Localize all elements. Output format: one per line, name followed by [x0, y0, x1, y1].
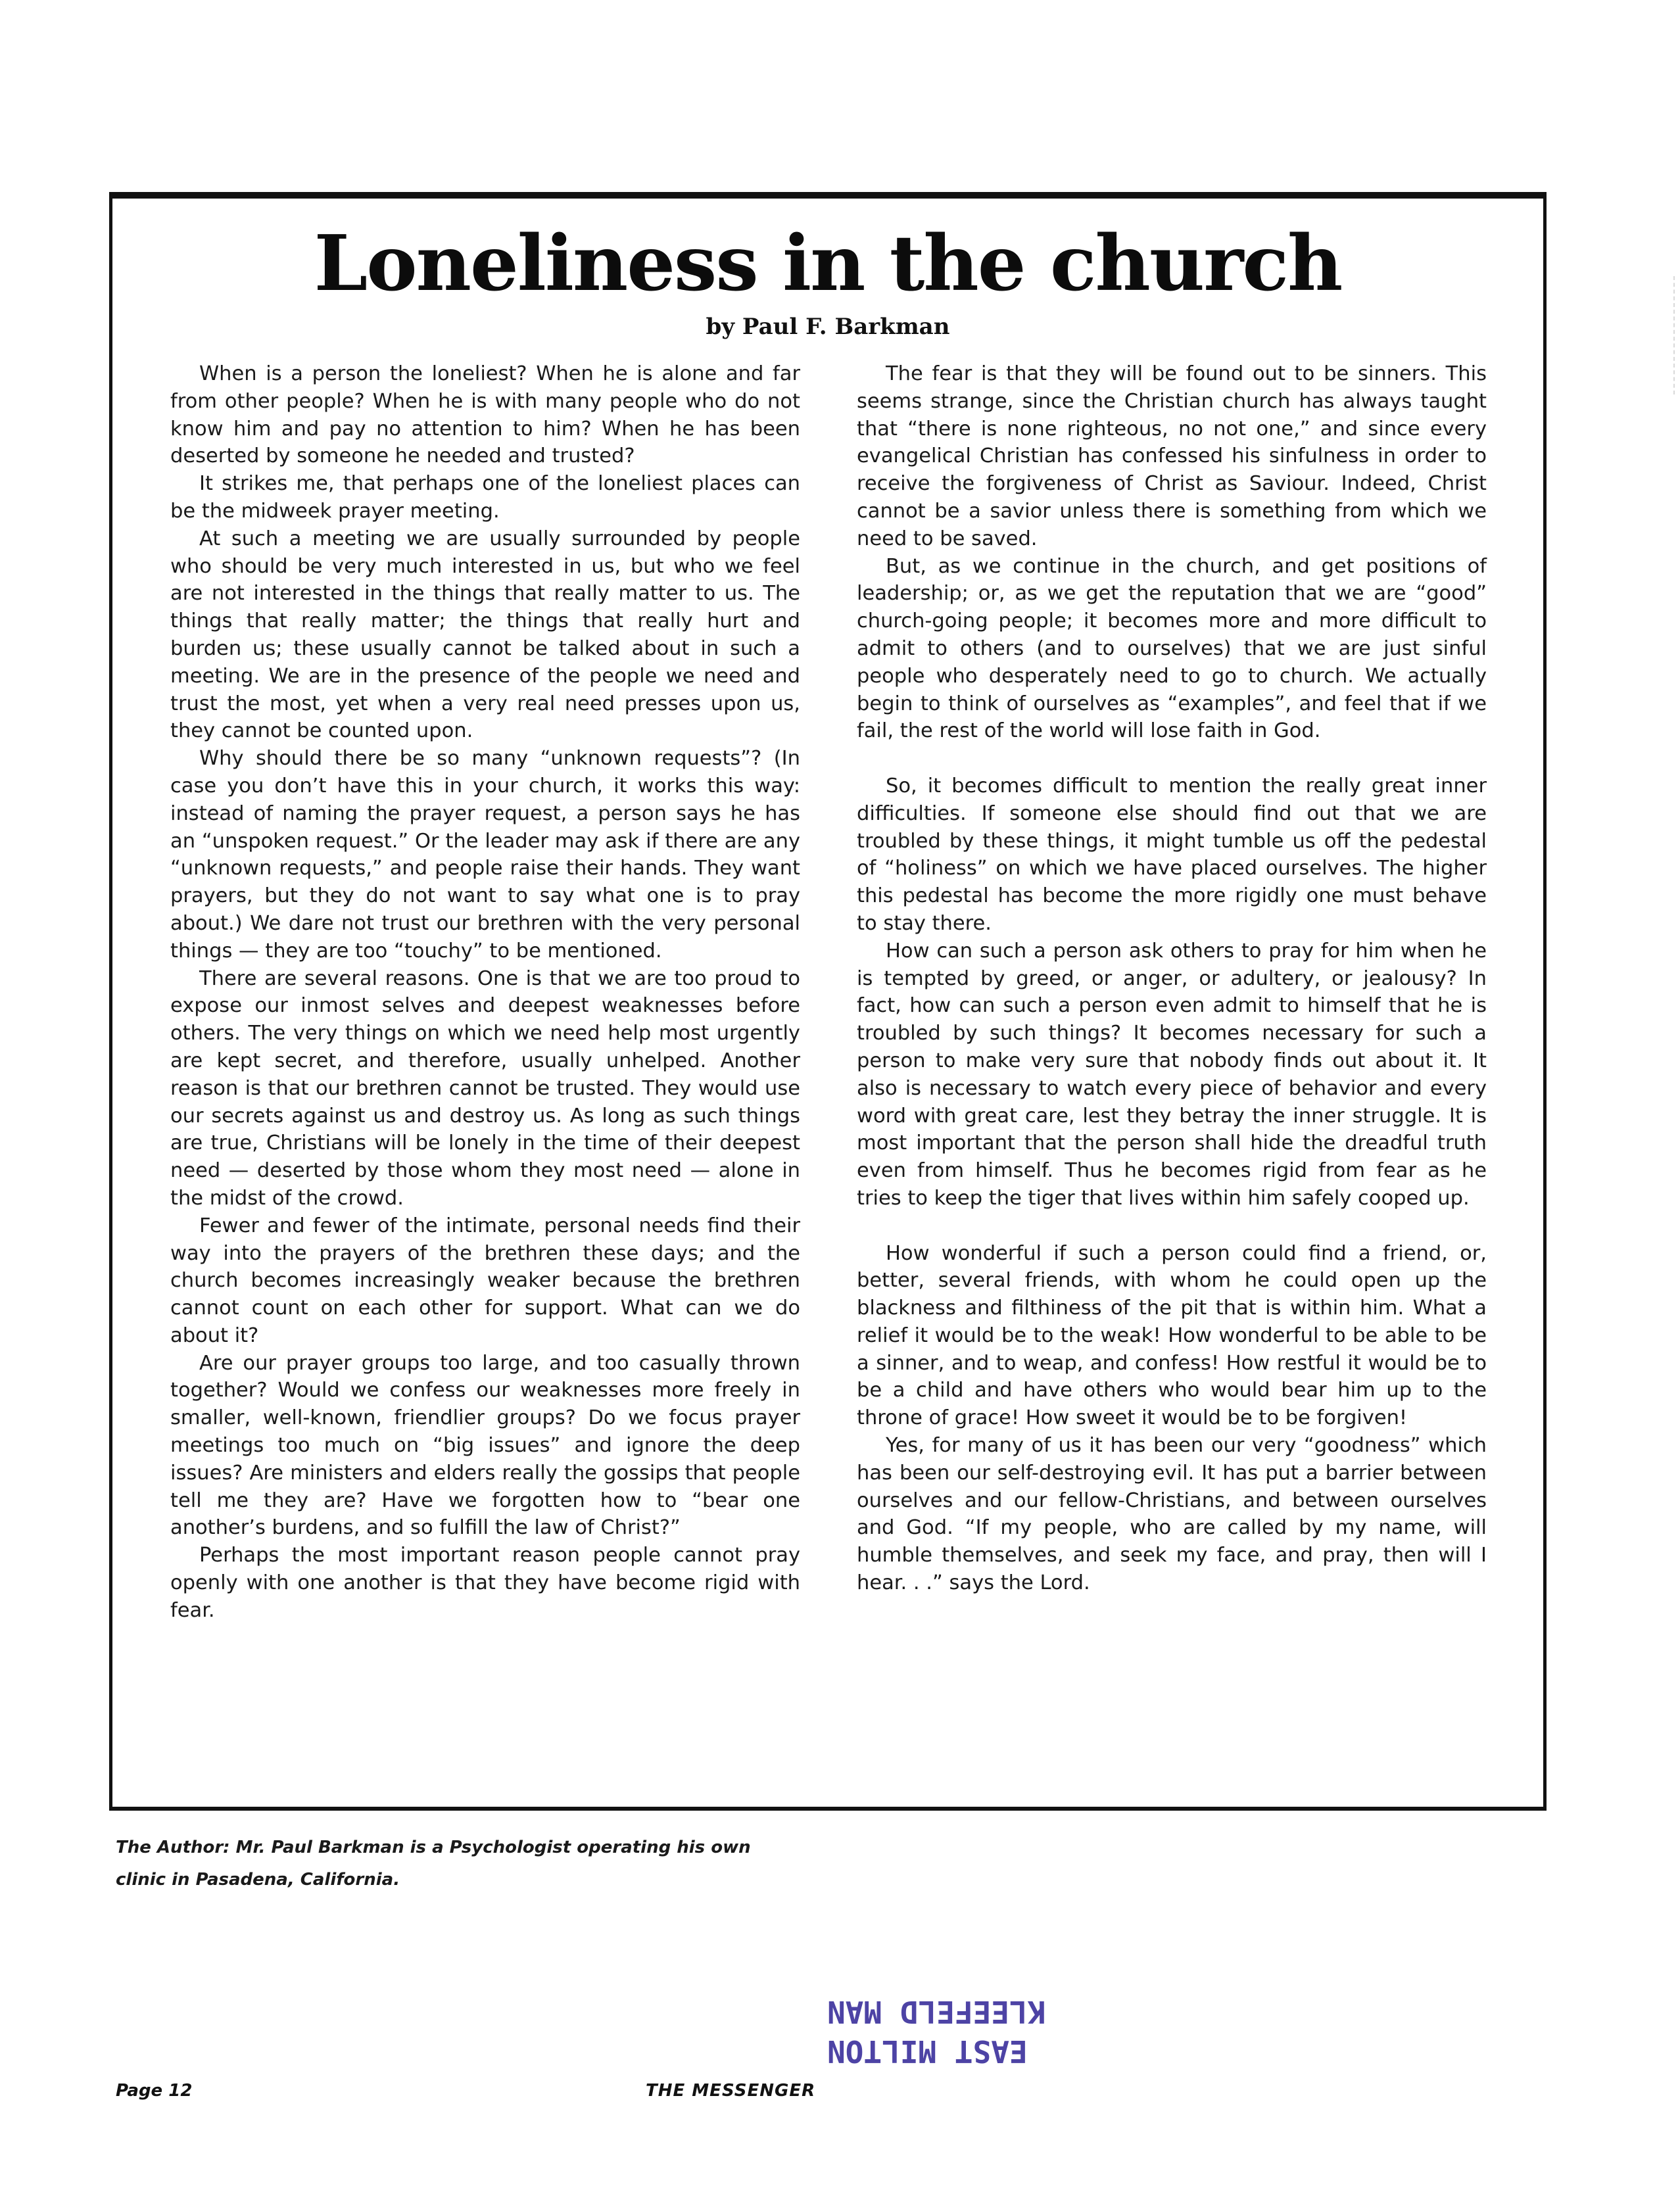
left-column — [170, 360, 800, 1625]
stamp-line: EAST MILTON — [827, 2034, 1028, 2069]
paragraph: Yes, for many of us it has been our very “goodness” which has been our self-destroying evil. It has put a barrier between ourselves and our fellow-Christians, and between ourselves and God. “If my people, who are called by my name, will humble themselves, and seek my face, and pray, then will I hear. . .” says the Lord. — [857, 1434, 1487, 1595]
address-stamp — [827, 1992, 1045, 2071]
paragraph: Fewer and fewer of the intimate, personal needs find their way into the prayers of the brethren these days; and the church becomes increasingly weaker because the brethren cannot count on each other for support. What can we do about it? — [170, 1214, 800, 1347]
paragraph: When is a person the loneliest? When he is alone and far from other people? When he is with many people who do not know him and pay no attention to him? When he has been deserted by someone he needed and trusted? — [170, 362, 800, 468]
paragraph: How can such a person ask others to pray for him when he is tempted by greed, or anger, or adultery, or jealousy? In fact, how can such a person even admit to himself that he is troubled by such things? It becomes necessary for such a person to make very sure that nobody finds out about it. It also is necessary to watch every piece of behavior and every word with great care, lest they betray the inner struggle. It is most important that the person shall hide the dreadful truth even from himself. Thus he becomes rigid from fear as he tries to keep the tiger that lives within him safely cooped up. — [857, 939, 1487, 1210]
publication-name: THE MESSENGER — [646, 2081, 816, 2101]
stamp-line: KLEEFELD MAN — [827, 1994, 1046, 2030]
author-note-line: clinic in Pasadena, California. — [116, 1870, 400, 1890]
article-frame — [109, 192, 1547, 1811]
right-column — [857, 360, 1487, 1597]
page-number: Page 12 — [116, 2081, 193, 2101]
article-title: Loneliness in the church — [314, 219, 1342, 308]
paragraph: It strikes me, that perhaps one of the loneliest places can be the midweek prayer meeting. — [170, 472, 800, 523]
paragraph: The fear is that they will be found out to be sinners. This seems strange, since the Christian church has always taught that “there is none righteous, no not one,” and since every evangelical Christian has confessed his sinfulness in order to receive the forgiveness of Christ as Saviour. Indeed, Christ cannot be a savior unless there is something from which we need to be saved. — [857, 362, 1487, 550]
author-note-line: The Author: Mr. Paul Barkman is a Psychologist operating his own — [116, 1838, 751, 1857]
paragraph: At such a meeting we are usually surrounded by people who should be very much interested in us, but who we feel are not interested in the things that really matter to us. The things that really matter; the things that really hurt and burden us; these usually cannot be talked about in such a meeting. We are in the presence of the people we need and trust the most, yet when a very real need presses upon us, they cannot be counted upon. — [170, 527, 800, 743]
paragraph: How wonderful if such a person could find a friend, or, better, several friends, with whom he could open up the blackness and filthiness of the pit that is within him. What a relief it would be to the weak! How wonderful to be able to be a sinner, and to weap, and confess! How restful it would be to be a child and have others who would bear him up to the throne of grace! How sweet it would be to be forgiven! — [857, 1241, 1487, 1430]
paragraph: Why should there be so many “unknown requests”? (In case you don’t have this in your church, it works this way: instead of naming the prayer request, a person says he has an “unspoken request.” Or the leader may ask if there are any “unknown requests,” and people raise their hands. They want prayers, but they do not want to say what one is to pray about.) We dare not trust our brethren with the very personal things — they are too “touchy” to be mentioned. — [170, 747, 800, 963]
paragraph: Are our prayer groups too large, and too casually thrown together? Would we confess our weaknesses more freely in smaller, well-known, friendlier groups? Do we focus prayer meetings too much on “big issues” and ignore the deep issues? Are ministers and elders really the gossips that people tell me they are? Have we forgotten how to “bear one another’s burdens, and so fulfill the law of Christ?” — [170, 1351, 800, 1540]
paragraph: But, as we continue in the church, and get positions of leadership; or, as we get the reputation that we are “good” church-going people; it becomes more and more difficult to admit to others (and to ourselves) that we are just sinful people who desperately need to go to church. We actually begin to think of ourselves as “examples”, and feel that if we fail, the rest of the world will lose faith in God. — [857, 554, 1487, 743]
article-byline: by Paul F. Barkman — [706, 314, 950, 340]
paragraph: Perhaps the most important reason people cannot pray openly with one another is that they have become rigid with fear. — [170, 1544, 800, 1622]
scan-edge-mark — [1673, 276, 1680, 394]
paragraph: So, it becomes difficult to mention the really great inner difficulties. If someone else should find out that we are troubled by these things, it might tumble us off the pedestal of “holiness” on which we have placed ourselves. The higher this pedestal has become the more rigidly one must behave to stay there. — [857, 774, 1487, 935]
author-note — [116, 1832, 786, 1896]
paragraph: There are several reasons. One is that we are too proud to expose our inmost selves and deepest weaknesses before others. The very things on which we need help most urgently are kept secret, and therefore, usually unhelped. Another reason is that our brethren cannot be trusted. They would use our secrets against us and destroy us. As long as such things are true, Christians will be lonely in the time of their deepest need — deserted by those whom they most need — alone in the midst of the crowd. — [170, 966, 800, 1210]
